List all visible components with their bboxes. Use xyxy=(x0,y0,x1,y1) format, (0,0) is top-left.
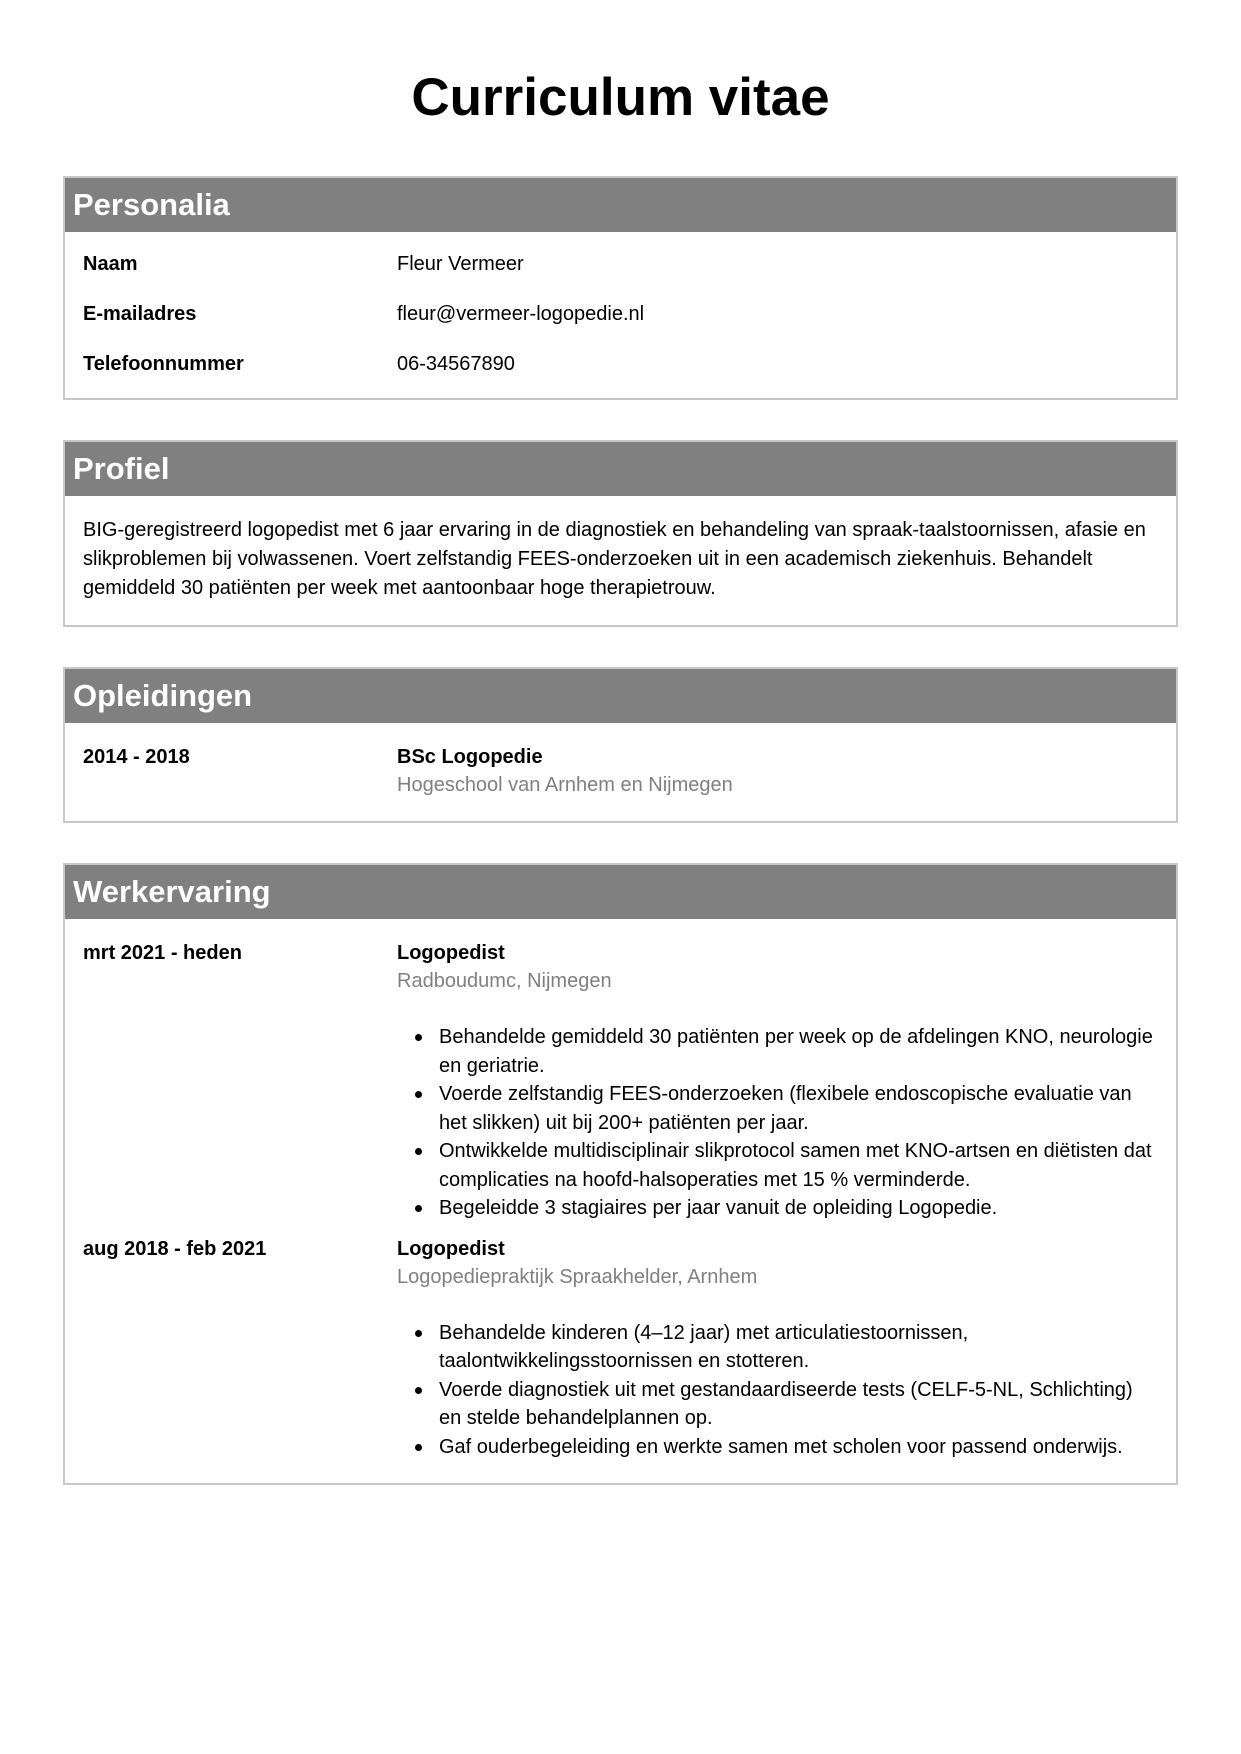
job-entry xyxy=(83,1235,1158,1462)
field-value-telefoon: 06-34567890 xyxy=(397,353,515,375)
education-entry xyxy=(83,743,1158,799)
bullet-icon xyxy=(415,1034,422,1041)
werkervaring-body xyxy=(65,919,1176,1483)
education-degree: BSc Logopedie xyxy=(397,746,543,768)
section-profiel xyxy=(63,440,1178,627)
list-item-text: Behandelde kinderen (4–12 jaar) met articulatiestoornissen, taalontwikkelingsstoornissen en stotteren. xyxy=(439,1321,969,1372)
list-item xyxy=(397,1376,1158,1433)
personalia-row-email xyxy=(83,302,1158,326)
list-item-text: Voerde diagnostiek uit met gestandaardiseerde tests (CELF-5-NL, Schlichting) en stelde behandelplannen op. xyxy=(439,1378,1133,1429)
field-value-email: fleur@vermeer-logopedie.nl xyxy=(397,303,645,325)
document-title: Curriculum vitae xyxy=(411,68,830,127)
list-item xyxy=(397,1080,1158,1137)
job-achievements-list xyxy=(397,1319,1158,1462)
section-opleidingen xyxy=(63,667,1178,823)
profile-summary: BIG-geregistreerd logopedist met 6 jaar ervaring in de diagnostiek en behandeling van spraak-taalstoornissen, afasie en slikproblemen bij volwassenen. Voert zelfstandig FEES-onderzoeken uit in een academisch ziekenhuis. Behandelt gemiddeld 30 patiënten per week met aantoonbaar hoge therapietrouw. xyxy=(83,519,1146,599)
list-item-text: Ontwikkelde multidisciplinair slikprotocol samen met KNO-artsen en diëtisten dat complicaties na hoofd-halsoperaties met 15 % verminderde. xyxy=(439,1140,1152,1191)
list-item-text: Behandelde gemiddeld 30 patiënten per week op de afdelingen KNO, neurologie en geriatrie. xyxy=(439,1026,1153,1077)
bullet-icon xyxy=(415,1387,422,1394)
list-item-text: Voerde zelfstandig FEES-onderzoeken (flexibele endoscopische evaluatie van het slikken) uit bij 200+ patiënten per jaar. xyxy=(439,1083,1132,1134)
list-item xyxy=(397,1137,1158,1194)
section-heading-personalia: Personalia xyxy=(65,178,1176,232)
job-period: aug 2018 - feb 2021 xyxy=(83,1237,267,1260)
opleidingen-body xyxy=(65,723,1176,821)
list-item-text: Gaf ouderbegeleiding en werkte samen met scholen voor passend onderwijs. xyxy=(439,1435,1123,1458)
bullet-icon xyxy=(415,1205,422,1212)
personalia-body xyxy=(65,232,1176,398)
field-label-naam: Naam xyxy=(83,253,138,275)
section-heading-profiel: Profiel xyxy=(65,442,1176,496)
field-value-naam: Fleur Vermeer xyxy=(397,253,524,275)
education-period: 2014 - 2018 xyxy=(83,746,190,768)
job-entry xyxy=(83,939,1158,1223)
list-item xyxy=(397,1433,1158,1462)
field-label-telefoon: Telefoonnummer xyxy=(83,353,244,375)
bullet-icon xyxy=(415,1330,422,1337)
education-institution: Hogeschool van Arnhem en Nijmegen xyxy=(397,774,733,796)
education-details xyxy=(397,743,1158,799)
list-item xyxy=(397,1194,1158,1223)
bullet-icon xyxy=(415,1148,422,1155)
section-heading-opleidingen: Opleidingen xyxy=(65,669,1176,723)
personalia-row-naam xyxy=(83,252,1158,276)
bullet-icon xyxy=(415,1091,422,1098)
job-details xyxy=(397,1235,1158,1462)
personalia-row-telefoon xyxy=(83,352,1158,376)
job-title: Logopedist xyxy=(397,1237,505,1260)
job-details xyxy=(397,939,1158,1223)
bullet-icon xyxy=(415,1444,422,1451)
job-title: Logopedist xyxy=(397,942,505,964)
list-item xyxy=(397,1319,1158,1376)
job-period: mrt 2021 - heden xyxy=(83,942,242,964)
section-personalia xyxy=(63,176,1178,400)
field-label-email: E-mailadres xyxy=(83,303,197,325)
profiel-body xyxy=(65,496,1176,625)
job-employer: Logopediepraktijk Spraakhelder, Arnhem xyxy=(397,1265,758,1288)
section-werkervaring xyxy=(63,863,1178,1485)
job-employer: Radboudumc, Nijmegen xyxy=(397,970,612,992)
job-achievements-list xyxy=(397,1023,1158,1223)
list-item xyxy=(397,1023,1158,1080)
section-heading-werkervaring: Werkervaring xyxy=(65,865,1176,919)
list-item-text: Begeleidde 3 stagiaires per jaar vanuit de opleiding Logopedie. xyxy=(439,1197,998,1219)
